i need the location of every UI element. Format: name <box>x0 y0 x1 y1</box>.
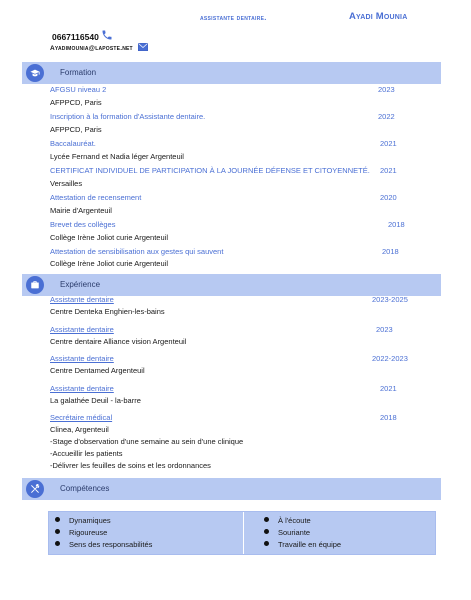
bullet-icon <box>264 529 269 534</box>
formation-item-detail: Lycée Fernand et Nadia léger Argenteuil <box>50 152 184 161</box>
experience-item-line: La galathée Deuil - la-barre <box>50 396 141 405</box>
formation-item-detail: AFPPCD, Paris <box>50 98 102 107</box>
bullet-icon <box>55 541 60 546</box>
experience-item-line: Centre Dentamed Argenteuil <box>50 366 145 375</box>
bullet-icon <box>264 541 269 546</box>
formation-item-year: 2021 <box>380 139 397 148</box>
briefcase-icon <box>26 276 44 294</box>
experience-item-year: 2018 <box>380 413 397 422</box>
formation-item-title: AFGSU niveau 2 2023 <box>50 85 395 94</box>
phone-icon <box>101 29 113 41</box>
experience-item-line: Centre dentaire Alliance vision Argenteuil <box>50 337 187 346</box>
phone-number: 0667116540 <box>52 32 99 42</box>
experience-item-title: Assistante dentaire 2021 <box>50 384 397 393</box>
formation-item-detail: Collège Irène Joliot curie Argenteuil <box>50 233 168 242</box>
job-title: assistante dentaire. <box>200 13 267 22</box>
section-title: Expérience <box>60 280 101 289</box>
experience-item-year: 2021 <box>380 384 397 393</box>
formation-item-title: CERTIFICAT INDIVIDUEL DE PARTICIPATION À LA JOURNÉE DÉFENSE ET CITOYENNETÉ. 2021 <box>50 166 397 175</box>
skill-item: Souriante <box>264 527 341 539</box>
skills-right-column <box>264 515 341 551</box>
skill-item: À l'écoute <box>264 515 341 527</box>
tools-icon <box>26 480 44 498</box>
formation-item-detail: Mairie d'Argenteuil <box>50 206 112 215</box>
candidate-name: Ayadi Mounia <box>349 11 408 22</box>
section-band-experience <box>22 274 441 296</box>
section-title: Compétences <box>60 484 110 493</box>
experience-item-line: -Stage d'observation d'une semaine au sein d'une clinique <box>50 437 244 446</box>
skill-item: Dynamiques <box>55 515 152 527</box>
formation-item-detail: Versailles <box>50 179 83 188</box>
formation-item-year: 2022 <box>378 112 395 121</box>
skill-item: Rigoureuse <box>55 527 152 539</box>
experience-item-line: -Accueillir les patients <box>50 449 123 458</box>
bullet-icon <box>55 529 60 534</box>
formation-item-title: Inscription à la formation d'Assistante dentaire. 2022 <box>50 112 395 121</box>
formation-item-year: 2021 <box>380 166 397 175</box>
section-title: Formation <box>60 68 97 77</box>
mail-icon <box>138 43 148 51</box>
experience-item-line: Centre Denteka Enghien-les-bains <box>50 307 165 316</box>
formation-item-title: Baccalauréat. 2021 <box>50 139 397 148</box>
formation-item-detail: Collège Irène Joliot curie Argenteuil <box>50 259 168 268</box>
formation-item-title: Attestation de recensement 2020 <box>50 193 397 202</box>
formation-item-year: 2023 <box>378 85 395 94</box>
email-address[interactable]: Ayadimounia@laposte.net <box>50 45 133 52</box>
experience-item-line: -Délivrer les feuilles de soins et les ordonnances <box>50 461 211 470</box>
graduation-cap-icon <box>26 64 44 82</box>
skills-box <box>48 511 436 555</box>
section-band-competences <box>22 478 441 500</box>
section-band-formation <box>22 62 441 84</box>
experience-item-title: Assistante dentaire 2023-2025 <box>50 295 408 304</box>
formation-item-year: 2020 <box>380 193 397 202</box>
skills-left-column <box>55 515 152 551</box>
experience-item-title: Assistante dentaire 2023 <box>50 325 393 334</box>
experience-item-year: 2023 <box>376 325 393 334</box>
formation-item-title: Brevet des collèges 2018 <box>50 220 405 229</box>
formation-item-detail: AFPPCD, Paris <box>50 125 102 134</box>
experience-item-title: Assistante dentaire 2022-2023 <box>50 354 408 363</box>
bullet-icon <box>264 517 269 522</box>
experience-item-line: Clinea, Argenteuil <box>50 425 109 434</box>
experience-item-title: Secrétaire médical 2018 <box>50 413 397 422</box>
experience-item-year: 2023-2025 <box>372 295 408 304</box>
bullet-icon <box>55 517 60 522</box>
skill-item: Travaille en équipe <box>264 539 341 551</box>
formation-item-title: Attestation de sensibilisation aux gestes qui sauvent 2018 <box>50 247 399 256</box>
skill-item: Sens des responsabilités <box>55 539 152 551</box>
skills-divider <box>243 512 244 554</box>
formation-item-year: 2018 <box>388 220 405 229</box>
formation-item-year: 2018 <box>382 247 399 256</box>
experience-item-year: 2022-2023 <box>372 354 408 363</box>
